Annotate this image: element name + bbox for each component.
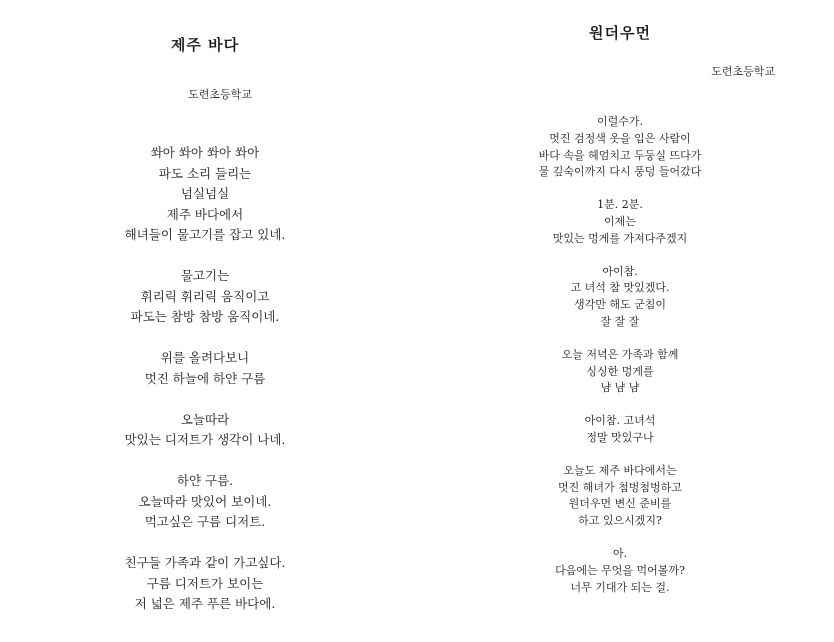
poem-line: 1분. 2분. <box>597 198 643 212</box>
poem-line: 오늘 저녁은 가족과 함께 <box>561 347 679 361</box>
stanza <box>455 463 785 530</box>
stanza-list <box>455 114 785 596</box>
poem-line: 싱싱한 멍게를 <box>586 364 654 378</box>
stanza <box>455 347 785 397</box>
stanza <box>40 471 370 533</box>
poem-line: 파도는 참방 참방 움직이네. <box>130 309 280 324</box>
poem-line: 먹고싶은 구름 디저트. <box>144 514 266 529</box>
poem-left <box>40 0 370 615</box>
stanza <box>40 266 370 328</box>
stanza <box>455 413 785 447</box>
poem-line: 맛있는 디저트가 생각이 나네. <box>124 432 286 447</box>
poem-line: 파도 소리 들리는 <box>158 165 252 181</box>
poem-line: 넘실넘실 <box>180 186 230 201</box>
poem-author: 도련초등학교 <box>711 65 775 78</box>
poem-line: 생각만 해도 군침이 <box>573 298 666 312</box>
poem-right <box>455 0 785 596</box>
poem-line: 하얀 구름. <box>176 473 234 488</box>
stanza <box>40 410 370 451</box>
stanza <box>455 114 785 181</box>
poem-line: 구름 디저트가 보이는 <box>146 575 264 591</box>
stanza-list <box>40 143 370 615</box>
poem-line: 하고 있으시겠지? <box>578 514 662 528</box>
poem-line: 맛있는 멍게를 가져다주겠지 <box>552 231 688 245</box>
poem-line: 저 넓은 제주 푸른 바다에. <box>134 596 276 611</box>
poem-line: 잘 잘 잘 <box>600 314 640 328</box>
poem-title: 제주 바다 <box>170 36 240 54</box>
poem-line: 아이참. 고녀석 <box>584 414 656 428</box>
poem-line: 물고기는 <box>180 268 230 283</box>
poem-line: 휘리릭 휘리릭 움직이고 <box>140 288 270 304</box>
poem-line: 아이참. <box>602 264 638 278</box>
poem-line: 쏴아 쏴아 쏴아 쏴아 <box>150 145 260 160</box>
poem-line: 정말 맛있구나 <box>586 430 654 444</box>
poem-line: 멋진 해녀가 첨벙첨벙하고 <box>558 480 682 494</box>
poem-line: 제주 바다에서 <box>166 206 244 222</box>
stanza <box>455 546 785 596</box>
stanza <box>40 143 370 246</box>
poem-line: 오늘따라 <box>180 411 230 427</box>
poem-line: 다음에는 무엇을 먹어볼까? <box>555 563 685 577</box>
poem-line: 이제는 <box>604 214 636 228</box>
poem-title: 원더우먼 <box>589 24 651 42</box>
poem-line: 멋진 검정색 옷을 입은 사람이 <box>549 131 691 145</box>
poem-line: 친구들 가족과 같이 가고싶다. <box>124 555 286 570</box>
stanza <box>40 553 370 615</box>
poem-line: 원더우먼 변신 준비를 <box>568 497 672 511</box>
poem-author: 도련초등학교 <box>188 88 252 101</box>
stanza <box>455 264 785 331</box>
poem-line: 해녀들이 물고기를 잡고 있네. <box>124 227 286 242</box>
poem-line: 바다 속을 헤엄치고 두둥실 뜨다가 <box>538 148 702 162</box>
poem-line: 물 깊숙이까지 다시 풍덩 들어갔다 <box>538 165 702 179</box>
stanza <box>40 348 370 389</box>
poem-line: 아. <box>612 546 628 560</box>
poem-line: 위를 올려다보니 <box>160 350 250 365</box>
poem-line: 냠 냠 냠 <box>600 381 640 395</box>
stanza <box>455 197 785 247</box>
poem-line: 너무 기대가 되는 걸. <box>570 580 670 594</box>
poem-line: 멋진 하늘에 하얀 구름 <box>144 370 266 386</box>
poem-line: 오늘도 제주 바다에서는 <box>563 463 677 477</box>
poem-line: 고 녀석 참 맛있겠다. <box>570 281 670 295</box>
poem-line: 오늘따라 맛있어 보이네. <box>138 493 272 509</box>
poem-line: 이럴수가. <box>596 115 643 128</box>
